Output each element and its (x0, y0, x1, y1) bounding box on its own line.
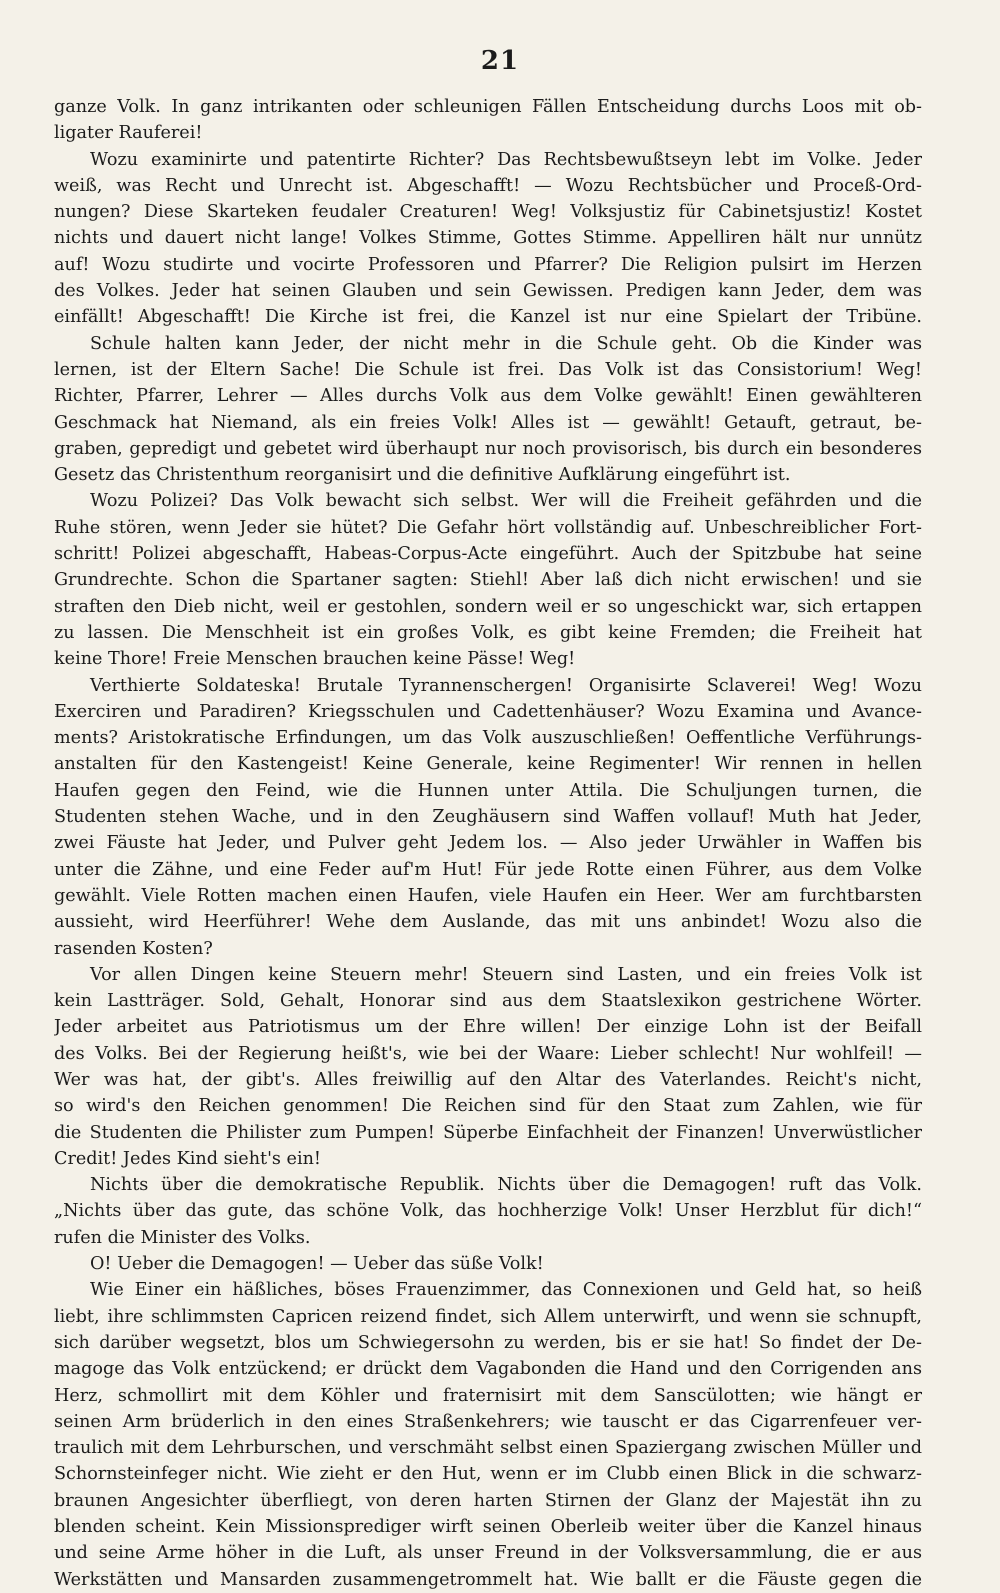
text-line: seinen Arm brüderlich in den eines Straßenkehrers; wie tauscht er das Cigarrenfeuer ver- (54, 1411, 922, 1432)
text-line: und seine Arme höher in die Luft, als unser Freund in der Volksversammlung, die er aus (54, 1543, 922, 1564)
text-line: weiß, was Recht und Unrecht ist. Abgeschafft! — Wozu Rechtsbücher und Proceß-Ord- (54, 175, 922, 196)
text-line: Studenten stehen Wache, und in den Zeughäusern sind Waffen vollauf! Muth hat Jeder, (54, 807, 922, 828)
text-line: Wie Einer ein häßliches, böses Frauenzimmer, das Connexionen und Geld hat, so heiß (90, 1280, 922, 1301)
text-line: liebt, ihre schlimmsten Capricen reizend findet, sich Allem unterwirft, und wenn sie schnupft, (54, 1306, 922, 1327)
text-line: aussieht, wird Heerführer! Wehe dem Auslande, das mit uns anbindet! Wozu also die (54, 912, 922, 933)
text-line: traulich mit dem Lehrburschen, und verschmäht selbst einen Spaziergang zwischen Müller und (54, 1438, 922, 1459)
text-line: blenden scheint. Kein Missionsprediger wirft seinen Oberleib weiter über die Kanzel hinaus (54, 1517, 922, 1538)
text-line: die Studenten die Philister zum Pumpen! Süperbe Einfachheit der Finanzen! Unverwüstlicher (54, 1122, 922, 1143)
text-line: nungen? Diese Skarteken feudaler Creaturen! Weg! Volksjustiz für Cabinetsjustiz! Kostet (54, 202, 922, 223)
text-line: sich darüber wegsetzt, blos um Schwiegersohn zu werden, bis er sie hat! So findet der De- (54, 1332, 922, 1353)
text-line: ligater Rauferei! (54, 123, 203, 144)
text-line: Haufen gegen den Feind, wie die Hunnen unter Attila. Die Schuljungen turnen, die (54, 780, 922, 801)
text-line: keine Thore! Freie Menschen brauchen keine Pässe! Weg! (54, 649, 576, 670)
text-line: Grundrechte. Schon die Spartaner sagten: Stiehl! Aber laß dich nicht erwischen! und sie (54, 570, 922, 591)
text-line: Gesetz das Christenthum reorganisirt und die definitive Aufklärung eingeführt ist. (54, 465, 791, 486)
text-line: ments? Aristokratische Erfindungen, um das Volk auszuschließen! Oeffentliche Verführungs- (54, 728, 922, 749)
text-line: Exerciren und Paradiren? Kriegsschulen und Cadettenhäuser? Wozu Examina und Avance- (54, 701, 922, 722)
text-line: Schornsteinfeger nicht. Wie zieht er den Hut, wenn er im Clubb einen Blick in die schwarz- (54, 1464, 922, 1485)
text-line: Verthierte Soldateska! Brutale Tyrannenschergen! Organisirte Sclaverei! Weg! Wozu (90, 675, 922, 696)
text-line: unter die Zähne, und eine Feder auf'm Hut! Für jede Rotte einen Führer, aus dem Volke (54, 859, 922, 880)
text-line: Werkstätten und Mansarden zusammengetrommelt hat. Wie ballt er die Fäuste gegen die (54, 1569, 922, 1590)
text-line: einfällt! Abgeschafft! Die Kirche ist frei, die Kanzel ist nur eine Spielart der Tribüne. (54, 307, 922, 328)
text-line: schritt! Polizei abgeschafft, Habeas-Corpus-Acte eingeführt. Auch der Spitzbube hat seine (54, 544, 922, 565)
text-line: kein Lastträger. Sold, Gehalt, Honorar sind aus dem Staatslexikon gestrichene Wörter. (54, 991, 922, 1012)
text-line: O! Ueber die Demagogen! — Ueber das süße Volk! (90, 1254, 544, 1275)
text-line: des Volks. Bei der Regierung heißt's, wie bei der Waare: Lieber schlecht! Nur wohlfeil! — (54, 1043, 922, 1064)
text-line: zwei Fäuste hat Jeder, und Pulver geht Jedem los. — Also jeder Urwähler in Waffen bis (54, 833, 922, 854)
text-line: Geschmack hat Niemand, als ein freies Volk! Alles ist — gewählt! Getauft, getraut, be- (54, 412, 922, 433)
text-line: des Volkes. Jeder hat seinen Glauben und sein Gewissen. Predigen kann Jeder, dem was (54, 281, 922, 302)
text-line: rasenden Kosten? (54, 938, 213, 959)
text-line: Wozu Polizei? Das Volk bewacht sich selbst. Wer will die Freiheit gefährden und die (90, 491, 922, 512)
page-number: 21 (480, 46, 520, 76)
text-line: Credit! Jedes Kind sieht's ein! (54, 1148, 321, 1169)
text-line: „Nichts über das gute, das schöne Volk, das hochherzige Volk! Unser Herzblut für dich!“ (54, 1201, 922, 1222)
text-line: graben, gepredigt und gebetet wird überhaupt nur noch provisorisch, bis durch ein besonderes (54, 438, 922, 459)
text-line: Wozu examinirte und patentirte Richter? Das Rechtsbewußtseyn lebt im Volke. Jeder (90, 149, 922, 170)
text-line: Vor allen Dingen keine Steuern mehr! Steuern sind Lasten, und ein freies Volk ist (90, 964, 922, 985)
text-line: so wird's den Reichen genommen! Die Reichen sind für den Staat zum Zahlen, wie für (54, 1096, 922, 1117)
text-line: nichts und dauert nicht lange! Volkes Stimme, Gottes Stimme. Appelliren hält nur unnütz (54, 228, 922, 249)
text-line: zu lassen. Die Menschheit ist ein großes Volk, es gibt keine Fremden; die Freiheit hat (54, 622, 922, 643)
text-line: Herz, schmollirt mit dem Köhler und fraternisirt mit dem Sanscülotten; wie hängt er (54, 1385, 922, 1406)
text-line: braunen Angesichter überfliegt, von deren harten Stirnen der Glanz der Majestät ihn zu (54, 1490, 922, 1511)
text-line: lernen, ist der Eltern Sache! Die Schule ist frei. Das Volk ist das Consistorium! Weg! (54, 359, 922, 380)
text-line: gewählt. Viele Rotten machen einen Haufen, viele Haufen ein Heer. Wer am furchtbarsten (54, 885, 922, 906)
text-line: auf! Wozu studirte und vocirte Professoren und Pfarrer? Die Religion pulsirt im Herzen (54, 254, 922, 275)
text-line: anstalten für den Kastengeist! Keine Generale, keine Regimenter! Wir rennen in hellen (54, 754, 922, 775)
text-line: Wer was hat, der gibt's. Alles freiwillig auf den Altar des Vaterlandes. Reicht's nicht, (54, 1069, 922, 1090)
text-line: Jeder arbeitet aus Patriotismus um der Ehre willen! Der einzige Lohn ist der Beifall (54, 1017, 922, 1038)
body-text (54, 94, 922, 1593)
text-line: ganze Volk. In ganz intrikanten oder schleunigen Fällen Entscheidung durchs Loos mit ob- (54, 97, 922, 117)
text-line: magoge das Volk entzückend; er drückt dem Vagabonden die Hand und den Corrigenden ans (54, 1359, 922, 1380)
text-line: Schule halten kann Jeder, der nicht mehr in die Schule geht. Ob die Kinder was (90, 333, 922, 354)
text-line: Nichts über die demokratische Republik. Nichts über die Demagogen! ruft das Volk. (90, 1175, 922, 1196)
text-line: Richter, Pfarrer, Lehrer — Alles durchs Volk aus dem Volke gewählt! Einen gewählteren (54, 386, 922, 407)
text-line: rufen die Minister des Volks. (54, 1227, 311, 1248)
text-line: Ruhe stören, wenn Jeder sie hütet? Die Gefahr hört vollständig auf. Unbeschreiblicher Fort- (54, 517, 922, 538)
text-line: straften den Dieb nicht, weil er gestohlen, sondern weil er so ungeschickt war, sich ertappen (54, 596, 922, 617)
